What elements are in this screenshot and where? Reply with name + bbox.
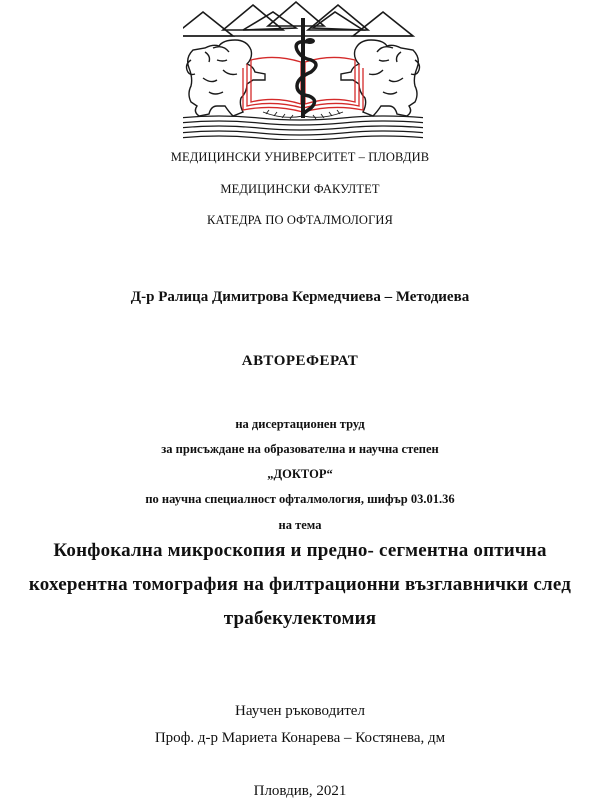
author-name: Д-р Ралица Димитрова Кермедчиева – Методиева	[130, 289, 470, 305]
degree-label: „ДОКТОР“	[267, 467, 333, 481]
subtitle-line-1: на дисертационен труд	[235, 417, 365, 431]
supervisor-name: Проф. д-р Мариета Конарева – Костянева, дм	[154, 730, 446, 746]
university-emblem-icon	[183, 0, 423, 140]
subtitle-line-4: на тема	[278, 518, 322, 532]
supervisor-label: Научен ръководител	[235, 703, 365, 719]
faculty-name: МЕДИЦИНСКИ ФАКУЛТЕТ	[220, 182, 380, 196]
place-year: Пловдив, 2021	[253, 783, 347, 799]
university-name: МЕДИЦИНСКИ УНИВЕРСИТЕТ – ПЛОВДИВ	[170, 150, 430, 164]
department-name: КАТЕДРА ПО ОФТАЛМОЛОГИЯ	[207, 213, 393, 227]
document-type: АВТОРЕФЕРАТ	[241, 353, 359, 369]
subtitle-line-3: по научна специалност офталмология, шифър 03.01.36	[145, 492, 455, 506]
thesis-title-line-1: Конфокална микроскопия и предно- сегментна оптична	[53, 540, 547, 561]
subtitle-line-2: за присъждане на образователна и научна степен	[161, 442, 439, 456]
thesis-title-line-2: кохерентна томография на филтрационни възглавнички след	[28, 574, 572, 595]
thesis-title-line-3: трабекулектомия	[223, 608, 377, 629]
